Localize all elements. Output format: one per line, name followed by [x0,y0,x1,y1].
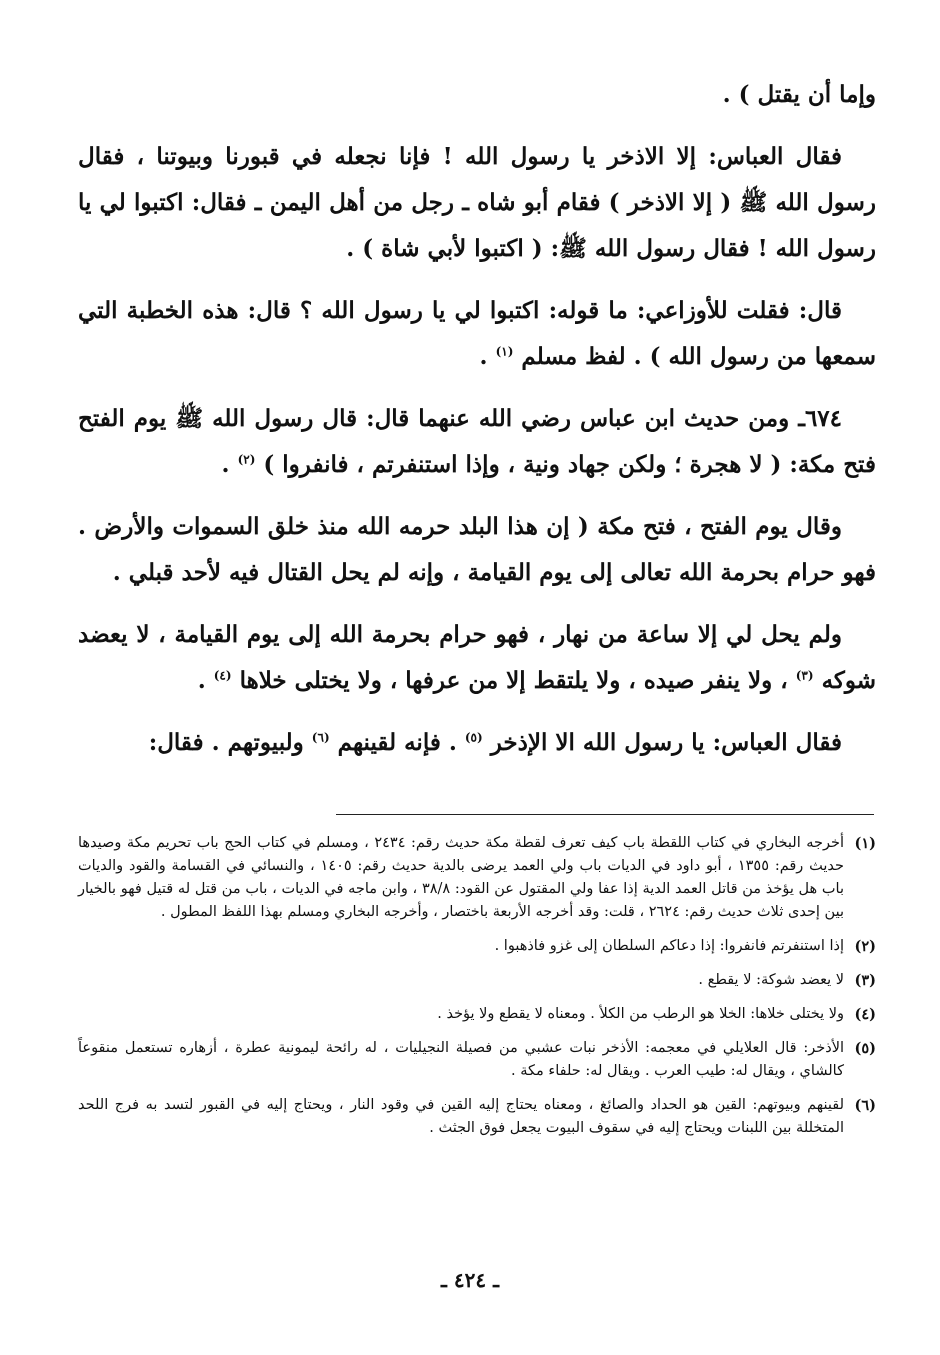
paragraph-text: فقال العباس: يا رسول الله الا الإذخر [490,729,842,756]
paragraph-5: ولم يحل لي إلا ساعة من نهار ، فهو حرام بحرمة الله إلى يوم القيامة ، لا يعضد شوكه $^{(٣)}$ ، ولا ينفر صيده ، ولا يلتقط إلا من عرفها ، ولا يختلى خلاها $^{(٤)}$ . [78,621,876,694]
footnote-number: (٣) [854,972,876,989]
footnote-number: (٦) [854,1097,876,1114]
paragraph-text: ولم يحل لي إلا ساعة من نهار ، فهو حرام بحرمة الله إلى يوم القيامة ، لا يعضد شوكه [78,621,876,694]
paragraph-text: ٦٧٤ـ ومن حديث ابن عباس رضي الله عنهما قال: قال رسول الله ﷺ يوم الفتح فتح مكة: ( لا هجرة ؛ ولكن جهاد ونية ، وإذا استنفرتم ، فانفروا ) [78,405,876,478]
footnote-text: لقينهم وبيوتهم: القين هو الحداد والصائغ ، ومعناه يحتاج إليه القين في وقود النار ، ويحتاج إليه في القبور لتسد به فرج اللحد المتخللة بين اللبنات ويحتاج إليه في سقوف البيوت يجعل فوق الجثث . [78,1097,844,1136]
paragraph-text: وقال يوم الفتح ، فتح مكة ( إن هذا البلد حرمه الله منذ خلق السموات والأرض . فهو حرام بحرمة الله تعالى إلى يوم القيامة ، وإنه لم يحل القتال فيه لأحد قبلي . [78,513,876,586]
footnote-number: (٥) [854,1040,876,1057]
paragraph-text: فقال العباس: إلا الاذخر يا رسول الله ! فإنا نجعله في قبورنا وبيوتنا ، فقال رسول الله ﷺ ( إلا الاذخر ) فقام أبو شاه ـ رجل من أهل اليمن ـ فقال: اكتبوا لي يا رسول الله ! فقال رسول الله ﷺ: ( اكتبوا لأبي شاة ) . [78,143,876,262]
main-text [78,72,876,782]
footnote-number: (١) [854,835,876,852]
footnote-ref: (٢) [237,452,256,467]
footnote-ref: (٤) [213,668,232,683]
paragraph-text: ولبيوتهم . فقال: [148,729,304,756]
footnote-ref: (٣) [795,668,814,683]
footnote-1 [78,832,876,924]
footnote-separator [336,814,874,815]
footnote-5 [78,1037,876,1083]
paragraph-text: وإما أن يقتل ) . [722,81,876,108]
paragraph-3: ٦٧٤ـ ومن حديث ابن عباس رضي الله عنهما قال: قال رسول الله ﷺ يوم الفتح فتح مكة: ( لا هجرة ؛ ولكن جهاد ونية ، وإذا استنفرتم ، فانفروا ) $^{(٢)}$ . [78,405,876,478]
footnote-ref: (٦) [311,730,330,745]
footnotes [78,832,876,1151]
footnote-text: إذا استنفرتم فانفروا: إذا دعاكم السلطان إلى غزو فاذهبوا . [494,938,844,954]
footnote-text: ولا يختلى خلاها: الخلا هو الرطب من الكلأ . ومعناه لا يقطع ولا يؤخذ . [437,1006,844,1022]
footnote-6 [78,1094,876,1140]
page-number: ـ ٤٢٤ ـ [441,1268,499,1292]
footnote-ref: (١) [495,344,514,359]
footnote-text: أخرجه البخاري في كتاب اللقطة باب كيف تعرف لقطة مكة حديث رقم: ٢٤٣٤ ، ومسلم في كتاب الحج باب تحريم مكة وصيدها حديث رقم: ١٣٥٥ ، أبو داود في الديات باب ولي العمد يرضى بالدية حديث رقم: ١٤٠٥ ، والنسائي في القسامة والقود والديات باب هل يؤخذ من قاتل العمد الدية إذا عفا ولي المقتول عن القود: ٣٨/٨ ، وابن ماجه في الديات ، باب من قتل له قتيل فهو بالخيار بين إحدى ثلاث حديث رقم: ٢٦٢٤ ، قلت: وقد أخرجه الأربعة باختصار ، وأخرجه البخاري ومسلم بهذا اللفظ المطول . [78,835,844,920]
paragraph-6 [78,720,876,766]
footnote-4 [78,1003,876,1026]
footnote-ref: (٥) [464,730,483,745]
paragraph-0 [78,72,876,118]
paragraph-2: قال: فقلت للأوزاعي: ما قوله: اكتبوا لي يا رسول الله ؟ قال: هذه الخطبة التي سمعها من رسول الله ) . لفظ مسلم $^{(١)}$ . [78,297,876,370]
paragraph-text: قال: فقلت للأوزاعي: ما قوله: اكتبوا لي يا رسول الله ؟ قال: هذه الخطبة التي سمعها من رسول الله ) . لفظ مسلم [78,297,876,370]
footnote-number: (٢) [854,938,876,955]
paragraph-1 [78,134,876,272]
footnote-number: (٤) [854,1006,876,1023]
footnote-2 [78,935,876,958]
paragraph-4 [78,504,876,596]
footnote-text: الأذخر: قال العلايلي في معجمه: الأذخر نبات عشبي من فصيلة النجيليات ، له رائحة ليمونية عطرة ، أزهاره تستعمل منقوعاً كالشاي ، ويقال له: طيب العرب . ويقال له: حلفاء مكة . [78,1040,844,1079]
paragraph-text: . فإنه لقينهم [337,729,457,756]
footnote-3 [78,969,876,992]
footnote-text: لا يعضد شوكة: لا يقطع . [698,972,844,988]
paragraph-text: ، ولا ينفر صيده ، ولا يلتقط إلا من عرفها ، ولا يختلى خلاها [239,667,788,694]
